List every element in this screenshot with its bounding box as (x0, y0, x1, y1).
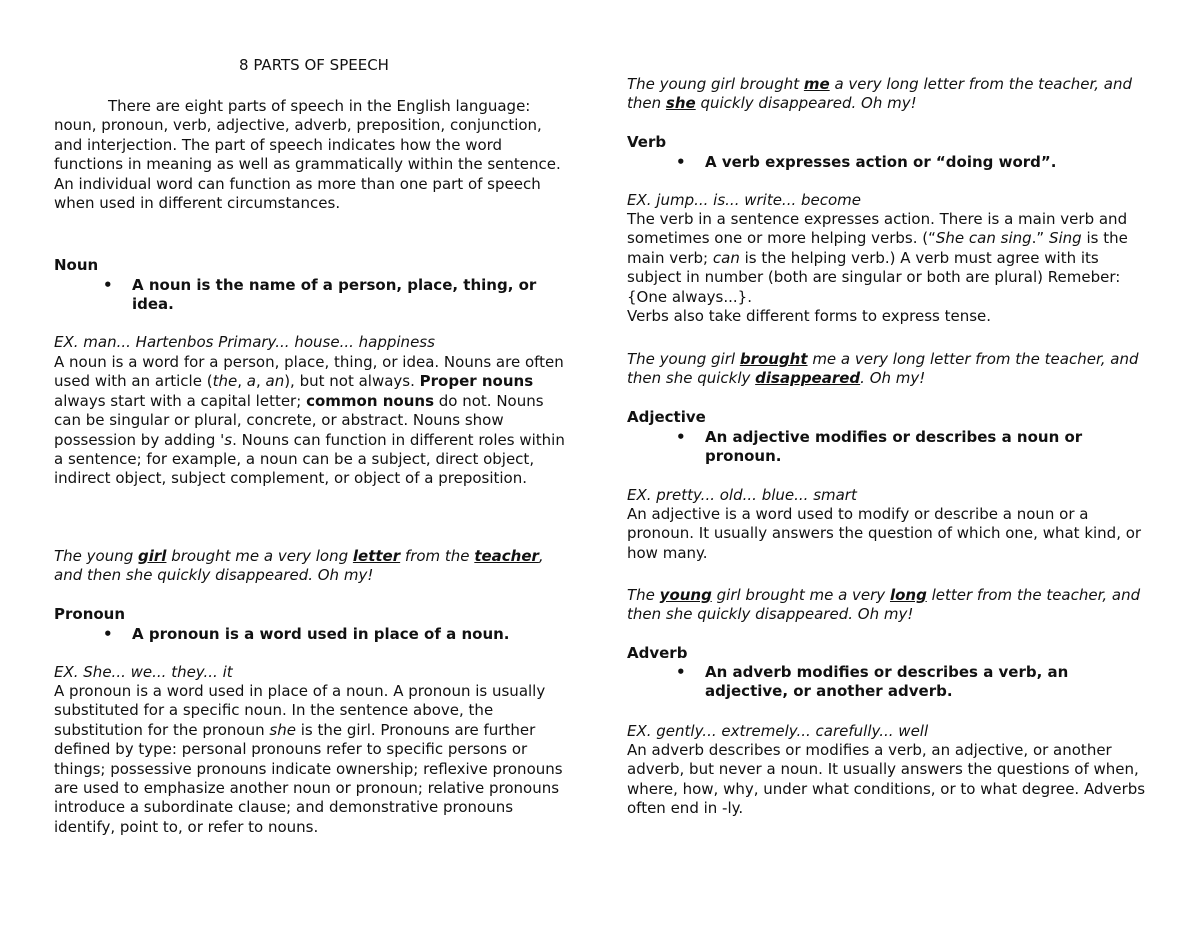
adjective-examples: EX. pretty... old... blue... smart (627, 486, 857, 504)
bullet-icon: • (103, 625, 113, 643)
pronoun-sentence: The young girl brought me a very long letter from the teacher, and then she quickly disappeared. Oh my! (627, 75, 1133, 113)
noun-heading: Noun (54, 256, 99, 274)
noun-sentence: The young girl brought me a very long letter from the teacher, and then she quickly disappeared. Oh my! (54, 547, 544, 585)
noun-examples: EX. man... Hartenbos Primary... house... happiness (54, 333, 435, 351)
bullet-icon: • (676, 153, 686, 171)
adjective-description: An adjective is a word used to modify or describe a noun or a pronoun. It usually answers the question of which one, what kind, or how many. (627, 505, 1142, 562)
pronoun-heading: Pronoun (54, 605, 126, 623)
verb-heading: Verb (627, 133, 667, 151)
verb-sentence: The young girl brought me a very long letter from the teacher, and then she quickly disappeared. Oh my! (627, 350, 1139, 388)
verb-definition: • A verb expresses action or “doing word”. (676, 153, 1057, 171)
pronoun-definition: • A pronoun is a word used in place of a noun. (103, 625, 510, 643)
bullet-icon: • (103, 276, 113, 294)
adverb-examples: EX. gently... extremely... carefully... well (627, 722, 929, 740)
page-title: 8 PARTS OF SPEECH (239, 56, 389, 74)
verb-examples: EX. jump... is... write... become (627, 191, 862, 209)
adverb-description: An adverb describes or modifies a verb, an adjective, or another adverb, but never a noun. It usually answers the questions of when, where, how, why, under what conditions, or to what degree. Adverbs often end in -ly. (627, 741, 1146, 818)
adjective-heading: Adjective (627, 408, 706, 426)
verb-description: The verb in a sentence expresses action. There is a main verb and sometimes one or more helping verbs. (“She can sing.” Sing is the main verb; can is the helping verb.) A verb must agree with its subject in number (both are singular or both are plural) Remeber: {One always...}. Verbs also take different forms to express tense. (627, 210, 1128, 326)
adjective-sentence: The young girl brought me a very long letter from the teacher, and then she quickly disappeared. Oh my! (627, 586, 1141, 624)
adverb-heading: Adverb (627, 644, 688, 662)
pronoun-description: A pronoun is a word used in place of a noun. A pronoun is usually substituted for a specific noun. In the sentence above, the substitution for the pronoun she is the girl. Pronouns are further defined by type: personal pronouns refer to specific persons or things; possessive pronouns indicate ownership; reflexive pronouns are used to emphasize another noun or pronoun; relative pronouns introduce a subordinate clause; and demonstrative pronouns identify, point to, or refer to nouns. (54, 682, 563, 836)
bullet-icon: • (676, 428, 686, 446)
adverb-definition: • An adverb modifies or describes a verb, an adjective, or another adverb. (676, 663, 1069, 701)
noun-description: A noun is a word for a person, place, thing, or idea. Nouns are often used with an article (the, a, an), but not always. Proper nouns always start with a capital letter; common nouns do not. Nouns can be singular or plural, concrete, or abstract. Nouns show possession by adding 's. Nouns can function in different roles within a sentence; for example, a noun can be a subject, direct object, indirect object, subject complement, or object of a preposition. (54, 353, 565, 488)
noun-definition: • A noun is the name of a person, place, thing, or idea. (103, 276, 537, 314)
pronoun-examples: EX. She... we... they... it (54, 663, 233, 681)
adjective-definition: • An adjective modifies or describes a noun or pronoun. (676, 428, 1083, 466)
intro-paragraph: There are eight parts of speech in the English language: noun, pronoun, verb, adjective, adverb, preposition, conjunction, and interjection. The part of speech indicates how the word functions in meaning as well as grammatically within the sentence. An individual word can function as more than one part of speech when used in different circumstances. (54, 97, 561, 213)
bullet-icon: • (676, 663, 686, 681)
